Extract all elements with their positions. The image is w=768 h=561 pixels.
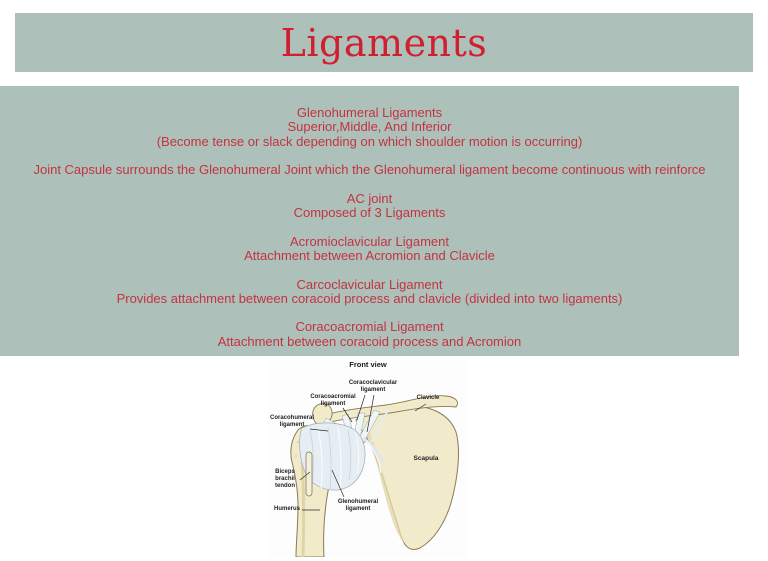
text-line: Provides attachment between coracoid process and clavicle (divided into two ligaments) bbox=[116, 290, 623, 306]
text-line: Glenohumeral Ligaments bbox=[296, 105, 443, 120]
text-group-coracoacromial bbox=[8, 320, 731, 349]
label-biceps-brachii-tendon: Biceps brachii tendon bbox=[275, 469, 295, 489]
shoulder-anatomy-figure bbox=[268, 358, 468, 557]
text-group-carcoclavicular bbox=[8, 278, 731, 307]
label-coracohumeral-ligament: Coracohumeral ligament bbox=[269, 415, 314, 428]
label-clavicle: Clavicle bbox=[416, 395, 440, 401]
text-line: AC joint bbox=[346, 190, 393, 206]
text-line: Carcoclavicular Ligament bbox=[296, 276, 443, 292]
text-line: (Become tense or slack depending on which shoulder motion is occurring) bbox=[156, 133, 583, 149]
text-group-joint-capsule bbox=[8, 163, 731, 177]
text-line: Composed of 3 Ligaments bbox=[293, 205, 446, 221]
text-line: Acromioclavicular Ligament bbox=[290, 233, 449, 249]
ligaments-text-panel bbox=[0, 86, 739, 356]
title-bar bbox=[15, 13, 753, 72]
text-line: Coracoacromial Ligament bbox=[295, 319, 444, 335]
text-group-glenohumeral bbox=[8, 106, 731, 149]
text-group-ac-joint bbox=[8, 192, 731, 221]
label-humerus: Humerus bbox=[273, 506, 300, 512]
slide-title: Ligaments bbox=[280, 20, 488, 65]
text-group-acromioclavicular bbox=[8, 235, 731, 264]
diagram-title: Front view bbox=[349, 360, 387, 369]
text-line: Attachment between coracoid process and Acromion bbox=[217, 333, 522, 349]
label-glenohumeral-ligament: Glenohumeral ligament bbox=[337, 499, 379, 512]
text-line: Joint Capsule surrounds the Glenohumeral Joint which the Glenohumeral ligament become continuous with reinforce bbox=[33, 162, 706, 178]
label-coracoacromial-ligament: Coracoacromial ligament bbox=[310, 394, 356, 407]
biceps-tendon-shape bbox=[306, 452, 312, 496]
label-scapula: Scapula bbox=[413, 455, 439, 462]
text-line: Superior,Middle, And Inferior bbox=[287, 119, 452, 135]
text-line: Attachment between Acromion and Clavicle bbox=[244, 247, 495, 263]
label-coracoclavicular-ligament: Coracoclavicular ligament bbox=[348, 380, 398, 393]
